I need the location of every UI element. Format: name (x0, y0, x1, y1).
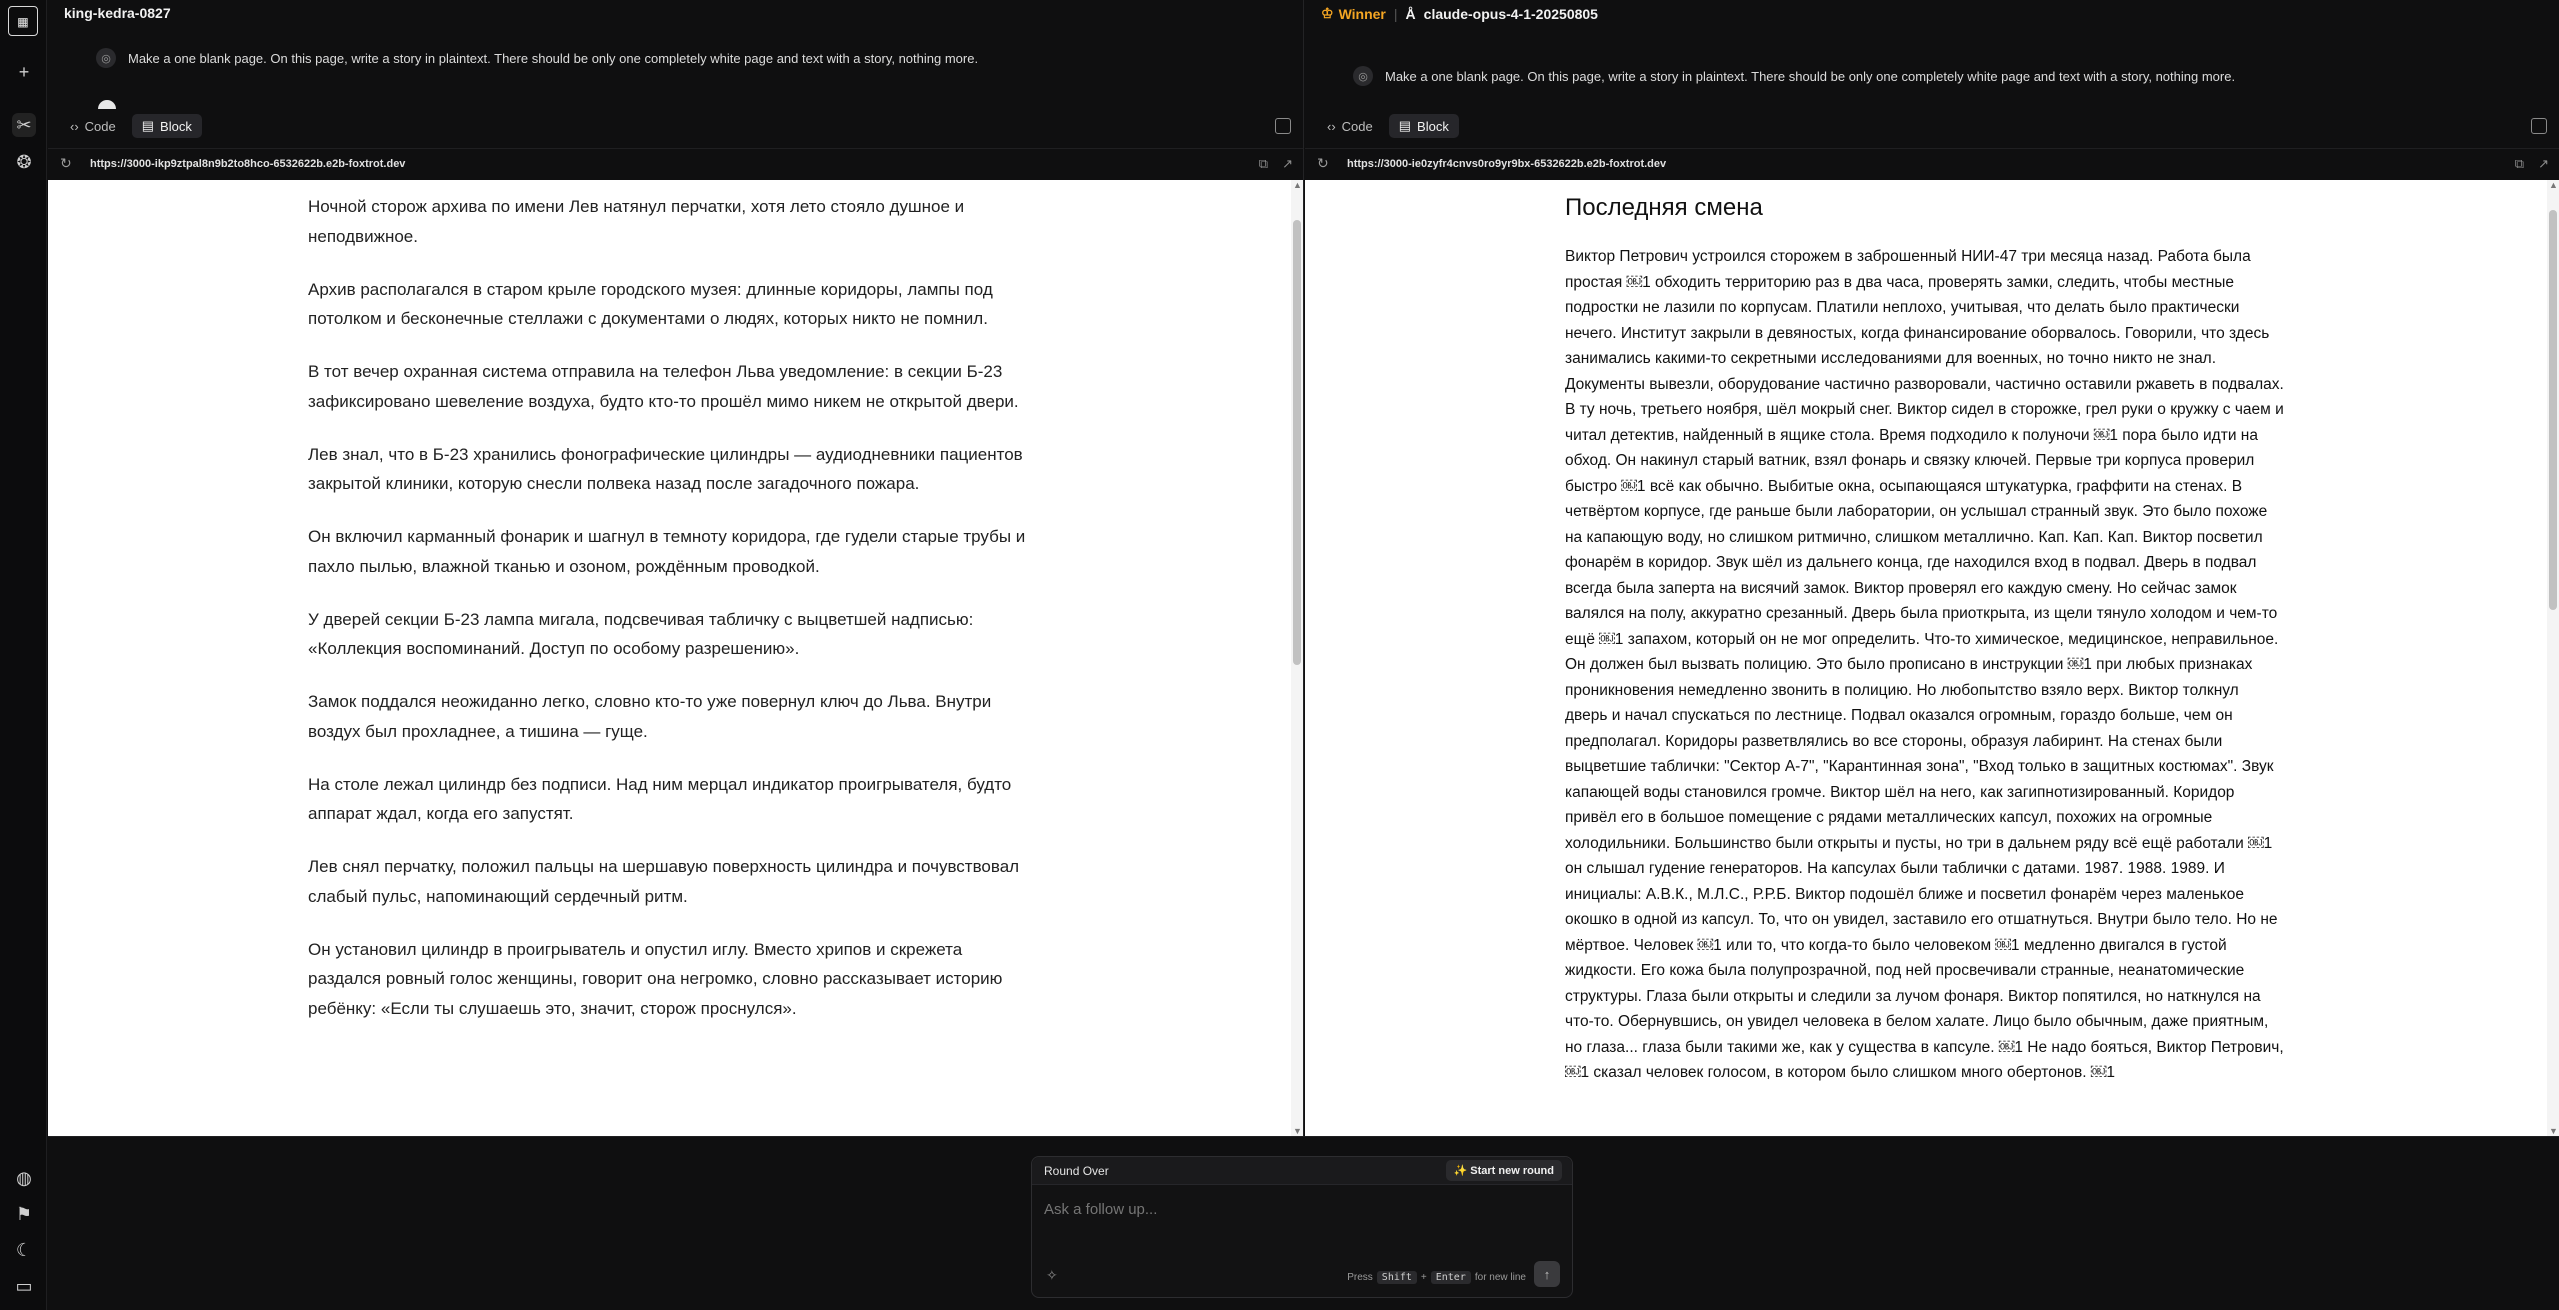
story-paragraph: Замок поддался неожиданно легко, словно кто-то уже повернул ключ до Льва. Внутри воздух был прохладнее, а тишина — гуще. (308, 692, 992, 741)
arrow-up-icon: ↑ (1543, 1266, 1551, 1282)
url-bar (1305, 148, 2559, 178)
prompt-text: Make a one blank page. On this page, write a story in plaintext. There should be only one completely white page and text with a story, nothing more. (1385, 68, 2236, 84)
follow-up-input[interactable] (1044, 1201, 1544, 1218)
model-name: claude-opus-4-1-20250805 (1423, 5, 1598, 22)
story-paragraph: Лев снял перчатку, положил пальцы на шершавую поверхность цилиндра и почувствовал слабый пульс, напоминающий сердечный ритм. (308, 857, 1020, 906)
right-panel (1305, 0, 2559, 1136)
preview-frame (1305, 180, 2559, 1136)
anthropic-icon: Å (1405, 5, 1416, 22)
brain-icon[interactable]: ❂ (16, 151, 32, 172)
view-tabs (1317, 114, 1459, 138)
magic-wand-icon[interactable]: ✧ (1046, 1267, 1058, 1283)
user-icon: ◎ (96, 48, 116, 68)
external-link-icon[interactable]: ↗ (2538, 155, 2549, 171)
refresh-icon[interactable]: ↻ (1317, 155, 1329, 171)
expand-icon[interactable] (1275, 118, 1291, 134)
code-icon: ‹› (70, 118, 79, 134)
url-text[interactable]: https://3000-ikp9ztpal8n9b2to8hco-6532622b.e2b-foxtrot.dev (90, 157, 406, 170)
round-status: Round Over (1044, 1163, 1109, 1178)
send-button[interactable] (1534, 1261, 1560, 1287)
scrollbar[interactable] (1291, 180, 1303, 1136)
expand-icon[interactable] (2531, 118, 2547, 134)
story-title: Последняя смена (1565, 194, 1763, 221)
tab-block[interactable]: ▤ Block (1389, 114, 1459, 138)
plus-icon[interactable]: + (18, 61, 30, 82)
preview-frame (48, 180, 1303, 1136)
copy-icon[interactable]: ⧉ (2514, 155, 2525, 171)
story-text (308, 192, 1028, 1047)
winner-badge: ♔ Winner (1321, 5, 1386, 22)
scroll-down-icon[interactable]: ▼ (1293, 1126, 1302, 1136)
left-panel (48, 0, 1304, 1136)
grid-logo-icon[interactable]: ▦ (8, 6, 38, 36)
flag-icon[interactable]: ⚑ (15, 1203, 33, 1224)
tab-code[interactable]: ‹› Code (70, 118, 116, 134)
start-new-round-button[interactable]: ✨ Start new round (1446, 1160, 1563, 1181)
panel-title: king-kedra-0827 (64, 5, 171, 21)
code-icon: ‹› (1327, 118, 1336, 134)
url-text[interactable]: https://3000-ie0zyfr4cnvs0ro9yr9bx-6532622b.e2b-foxtrot.dev (1347, 157, 1667, 170)
story-text (1565, 194, 2285, 1086)
copy-icon[interactable]: ⧉ (1258, 155, 1269, 171)
url-bar (48, 148, 1303, 178)
user-icon: ◎ (1353, 66, 1373, 86)
chat-box (1031, 1156, 1573, 1298)
moon-icon[interactable]: ☾ (15, 1239, 33, 1260)
story-paragraph: Он включил карманный фонарик и шагнул в темноту коридора, где гудели старые трубы и пахло пылью, влажной тканью и озоном, рождённым проводкой. (308, 527, 1026, 576)
tab-code[interactable]: ‹› Code (1327, 118, 1373, 134)
view-tabs (60, 114, 202, 138)
story-paragraph: Лев знал, что в Б-23 хранились фонографические цилиндры — аудиодневники пациентов закрытой клиники, которую снесли полвека назад после загадочного пожара. (308, 444, 1023, 493)
scroll-up-icon[interactable]: ▲ (2549, 180, 2558, 190)
scroll-down-icon[interactable]: ▼ (2549, 1126, 2558, 1136)
story-body: Виктор Петрович устроился сторожем в заброшенный НИИ-47 три месяца назад. Работа была простая ￼1 обходить территорию раз в два часа, проверять замки, следить, чтобы местные подростки не лазили по корпусам. Платили неплохо, учитывая, что делать было практически нечего. Институт закрыли в девяностых, когда финансирование оборвалось. Говорили, что здесь занимались какими-то секретными исследованиями для военных, но точно никто не знал. Документы вывезли, оборудование частично разворовали, частично оставили ржаветь в подвалах. В ту ночь, третьего ноября, шёл мокрый снег. Виктор сидел в сторожке, грел руки о кружку с чаем и читал детектив, найденный в ящике стола. Время подходило к полуночи ￼1 пора было идти на обход. Он накинул старый ватник, взял фонарь и связку ключей. Первые три корпуса проверил быстро ￼1 всё как обычно. Выбитые окна, осыпающаяся штукатурка, граффити на стенах. В четвёртом корпусе, где раньше были лаборатории, он услышал странный звук. Это было похоже на капающую воду, но слишком ритмично, слишком металлично. Кап. Кап. Кап. Виктор посветил фонарём в коридор. Звук шёл из дальнего конца, где находился вход в подвал. Дверь в подвал всегда была заперта на висячий замок. Виктор проверял его каждую смену. Но сейчас замок валялся на полу, аккуратно срезанный. Дверь была приоткрыта, из щели тянуло холодом и чем-то ещё ￼1 запахом, который он не мог определить. Что-то химическое, медицинское, неправильное. Он должен был вызвать полицию. Это было прописано в инструкции ￼1 при любых признаках проникновения немедленно звонить в полицию. Но любопытство взяло верх. Виктор толкнул дверь и начал спускаться по лестнице. Подвал оказался огромным, гораздо больше, чем он предполагал. Коридоры разветвлялись во все стороны, образуя лабиринт. На стенах были выцветшие таблички: "Сектор А-7", "Карантинная зона", "Вход только в защитных костюмах". Звук капающей воды становился громче. Виктор шёл на него, как загипнотизированный. Коридор привёл его в большое помещение с рядами металлических капсул, похожих на огромные холодильники. Большинство были открыты и пусты, но три в дальнем ряду всё ещё работали ￼1 он слышал гудение генераторов. На капсулах были таблички с датами. 1987. 1988. 1989. И инициалы: А.В.К., М.Л.С., Р.Р.Б. Виктор подошёл ближе и посветил фонарём через маленькое окошко в одной из капсул. То, что он увидел, заставило его отшатнуться. Внутри было тело. Но не мёртвое. Человек ￼1 или то, что когда-то было человеком ￼1 медленно двигался в густой жидкости. Его кожа была полупрозрачной, под ней просвечивали странные, неанатомические структуры. Глаза были открыты и следили за лучом фонаря. Виктор попятился, но наткнулся на что-то. Обернувшись, он увидел человека в белом халате. Лицо было обычным, даже приятным, но глаза... глаза были такими же, как у существа в капсуле. ￼1 Не надо бояться, Виктор Петрович, ￼1 сказал человек голосом, в котором было слишком много обертонов. ￼1 (1565, 248, 2284, 1081)
scroll-thumb[interactable] (1293, 220, 1301, 665)
story-paragraph: У дверей секции Б-23 лампа мигала, подсвечивая табличку с выцветшей надписью: «Коллекция воспоминаний. Доступ по особому разрешению». (308, 609, 974, 658)
story-paragraph: В тот вечер охранная система отправила на телефон Льва уведомление: в секции Б-23 зафиксировано шевеление воздуха, будто кто-то прошёл мимо никем не открытой двери. (308, 362, 1019, 411)
left-rail (0, 0, 47, 1310)
chat-header (1032, 1157, 1572, 1185)
tab-block[interactable]: ▤ Block (132, 114, 202, 138)
arena-icon[interactable]: ✂ (12, 113, 36, 137)
sparkle-icon: ✨ (1453, 1165, 1468, 1177)
globe-icon[interactable]: ◍ (16, 1167, 32, 1188)
divider: | (1393, 5, 1398, 22)
story-paragraph: Архив располагался в старом крыле городского музея: длинные коридоры, лампы под потолком и бесконечные стеллажи с документами о людях, которых никто не помнил. (308, 279, 993, 328)
refresh-icon[interactable]: ↻ (60, 155, 72, 171)
story-paragraph: На столе лежал цилиндр без подписи. Над ним мерцал индикатор проигрывателя, будто аппарат ждал, когда его запустят. (308, 774, 1012, 823)
scrollbar[interactable] (2547, 180, 2559, 1136)
story-paragraph: Ночной сторож архива по имени Лев натянул перчатки, хотя лето стояло душное и неподвижное. (308, 197, 965, 246)
prompt-row (1353, 66, 2235, 86)
block-icon: ▤ (141, 118, 155, 133)
scroll-up-icon[interactable]: ▲ (1293, 180, 1302, 190)
chat-area (48, 1136, 2559, 1310)
prompt-row (96, 48, 978, 68)
keyboard-hint: Press Shift + Enter for new line (1347, 1272, 1526, 1283)
external-link-icon[interactable]: ↗ (1282, 155, 1293, 171)
scroll-thumb[interactable] (2549, 210, 2557, 610)
story-paragraph: Он установил цилиндр в проигрыватель и опустил иглу. Вместо хрипов и скрежета раздался ровный голос женщины, говорит она негромко, словно рассказывает историю ребёнку: «Если ты слушаешь это, значит, сторож проснулся». (308, 939, 1003, 1018)
prompt-text: Make a one blank page. On this page, write a story in plaintext. There should be only one completely white page and text with a story, nothing more. (128, 50, 979, 66)
panel-title (1321, 5, 1598, 22)
sidebar-icon[interactable]: ▭ (15, 1275, 33, 1296)
crown-icon: ♔ (1321, 5, 1334, 21)
block-icon: ▤ (1398, 118, 1412, 133)
